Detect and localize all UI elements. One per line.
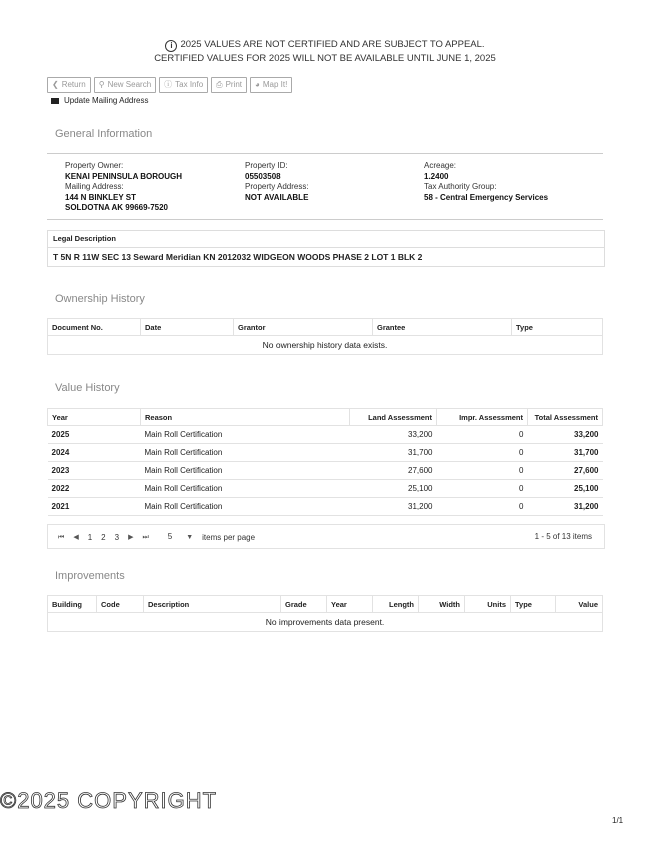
year-cell: 2021 — [48, 498, 141, 516]
improvements-empty-message: No improvements data present. — [48, 613, 603, 632]
col-description[interactable]: Description — [144, 596, 281, 613]
table-row — [48, 444, 603, 462]
col-total-assessment[interactable]: Total Assessment — [528, 409, 603, 426]
value-history-title: Value History — [55, 382, 120, 394]
ownership-empty-row — [48, 336, 603, 355]
items-per-page-label: items per page — [202, 532, 256, 542]
acreage-column — [424, 161, 548, 203]
info-icon: i — [165, 40, 177, 52]
update-mailing-link[interactable] — [51, 96, 149, 105]
col-date[interactable]: Date — [141, 319, 234, 336]
impr-cell: 0 — [437, 444, 528, 462]
col-year[interactable]: Year — [48, 409, 141, 426]
ownership-history-title: Ownership History — [55, 293, 145, 305]
legal-description — [47, 230, 605, 267]
general-info-title: General Information — [55, 128, 153, 140]
ownership-empty-message: No ownership history data exists. — [48, 336, 603, 355]
land-cell: 31,200 — [350, 498, 437, 516]
col-grade[interactable]: Grade — [281, 596, 327, 613]
year-cell: 2024 — [48, 444, 141, 462]
reason-cell: Main Roll Certification — [141, 426, 350, 444]
notice-line-1: 2025 VALUES ARE NOT CERTIFIED AND ARE SUBJECT TO APPEAL. — [180, 39, 485, 50]
year-cell: 2023 — [48, 462, 141, 480]
printer-icon: ⎙ — [216, 80, 223, 89]
page-size-select[interactable] — [168, 525, 193, 549]
print-button[interactable]: ⎙ Print — [211, 77, 247, 93]
ownership-table — [47, 318, 603, 355]
return-button[interactable]: ❮ Return — [47, 77, 91, 93]
table-row — [48, 498, 603, 516]
mailing-label: Mailing Address: — [65, 182, 124, 191]
toolbar — [47, 77, 292, 93]
owner-label: Property Owner: — [65, 161, 124, 170]
page-3-link[interactable]: 3 — [114, 532, 120, 542]
land-cell: 31,700 — [350, 444, 437, 462]
legal-description-text: T 5N R 11W SEC 13 Seward Meridian KN 2012032 WIDGEON WOODS PHASE 2 LOT 1 BLK 2 — [53, 252, 423, 262]
total-cell: 33,200 — [528, 426, 603, 444]
info-icon: ⓘ — [164, 80, 173, 89]
new-search-button[interactable]: ⚲ New Search — [94, 77, 156, 93]
property-address-value: NOT AVAILABLE — [245, 192, 309, 202]
col-grantee[interactable]: Grantee — [373, 319, 512, 336]
value-history-table — [47, 408, 603, 516]
land-cell: 33,200 — [350, 426, 437, 444]
col-building[interactable]: Building — [48, 596, 97, 613]
map-it-button[interactable]: ◕ Map It! — [250, 77, 292, 93]
acreage-label: Acreage: — [424, 161, 457, 170]
owner-column — [65, 161, 182, 214]
year-cell: 2025 — [48, 426, 141, 444]
arrow-left-icon: ❮ — [52, 80, 59, 89]
appeal-notice — [0, 38, 650, 65]
year-cell: 2022 — [48, 480, 141, 498]
last-page-icon[interactable]: ⏭ — [142, 533, 149, 541]
globe-icon: ◕ — [255, 80, 260, 89]
reason-cell: Main Roll Certification — [141, 480, 350, 498]
tax-group-value: 58 - Central Emergency Services — [424, 192, 549, 202]
improvements-table — [47, 595, 603, 632]
total-cell: 25,100 — [528, 480, 603, 498]
col-type[interactable]: Type — [511, 596, 556, 613]
table-row — [48, 426, 603, 444]
table-row — [48, 480, 603, 498]
mailing-line-1: 144 N BINKLEY ST — [65, 192, 136, 202]
value-header-row — [48, 409, 603, 426]
tax-group-label: Tax Authority Group: — [424, 182, 497, 191]
total-cell: 31,700 — [528, 444, 603, 462]
mailing-line-2: SOLDOTNA AK 99669-7520 — [65, 203, 168, 212]
land-cell: 27,600 — [350, 462, 437, 480]
page-1-link[interactable]: 1 — [87, 532, 93, 542]
improvements-header-row — [48, 596, 603, 613]
page-number: 1/1 — [612, 816, 624, 825]
tax-info-button[interactable]: ⓘ Tax Info — [159, 77, 208, 93]
owner-value: KENAI PENINSULA BOROUGH — [65, 171, 183, 181]
property-column — [245, 161, 309, 203]
property-address-label: Property Address: — [245, 182, 309, 191]
col-grantor[interactable]: Grantor — [234, 319, 373, 336]
notice-line-2: CERTIFIED VALUES FOR 2025 WILL NOT BE AVAILABLE UNTIL JUNE 1, 2025 — [154, 53, 496, 64]
pager-nav — [58, 525, 255, 549]
col-units[interactable]: Units — [465, 596, 511, 613]
total-cell: 27,600 — [528, 462, 603, 480]
page-2-link[interactable]: 2 — [101, 532, 106, 542]
col-reason[interactable]: Reason — [141, 409, 350, 426]
impr-cell: 0 — [437, 426, 528, 444]
col-year[interactable]: Year — [327, 596, 373, 613]
update-mailing-label: Update Mailing Address — [64, 96, 149, 105]
impr-cell: 0 — [437, 462, 528, 480]
table-row — [48, 462, 603, 480]
envelope-icon — [51, 98, 59, 104]
land-cell: 25,100 — [350, 480, 437, 498]
col-length[interactable]: Length — [373, 596, 419, 613]
reason-cell: Main Roll Certification — [141, 498, 350, 516]
pager-summary: 1 - 5 of 13 items — [534, 532, 592, 541]
property-id-label: Property ID: — [245, 161, 288, 170]
col-width[interactable]: Width — [419, 596, 465, 613]
general-info-bottom-divider — [47, 219, 603, 220]
search-icon: ⚲ — [98, 80, 105, 89]
next-page-icon[interactable]: ▶ — [128, 533, 134, 541]
impr-cell: 0 — [437, 498, 528, 516]
reason-cell: Main Roll Certification — [141, 444, 350, 462]
copyright-watermark: ©2025 COPYRIGHT — [0, 788, 218, 813]
pager — [47, 524, 605, 549]
first-page-icon[interactable]: ⏮ — [58, 533, 65, 541]
reason-cell: Main Roll Certification — [141, 462, 350, 480]
caret-down-icon: ▼ — [186, 534, 194, 541]
prev-page-icon[interactable]: ◀ — [73, 533, 79, 541]
col-value[interactable]: Value — [556, 596, 603, 613]
col-land-assessment[interactable]: Land Assessment — [350, 409, 437, 426]
col-document-no[interactable]: Document No. — [48, 319, 141, 336]
ownership-header-row — [48, 319, 603, 336]
col-code[interactable]: Code — [97, 596, 144, 613]
improvements-empty-row — [48, 613, 603, 632]
page-size-value: 5 — [167, 532, 173, 541]
col-type[interactable]: Type — [512, 319, 603, 336]
legal-description-header: Legal Description — [48, 231, 604, 248]
total-cell: 31,200 — [528, 498, 603, 516]
acreage-value: 1.2400 — [424, 171, 449, 181]
general-info-divider — [47, 153, 603, 154]
property-id-value: 05503508 — [245, 171, 281, 181]
impr-cell: 0 — [437, 480, 528, 498]
col-impr-assessment[interactable]: Impr. Assessment — [437, 409, 528, 426]
improvements-title: Improvements — [55, 570, 125, 582]
